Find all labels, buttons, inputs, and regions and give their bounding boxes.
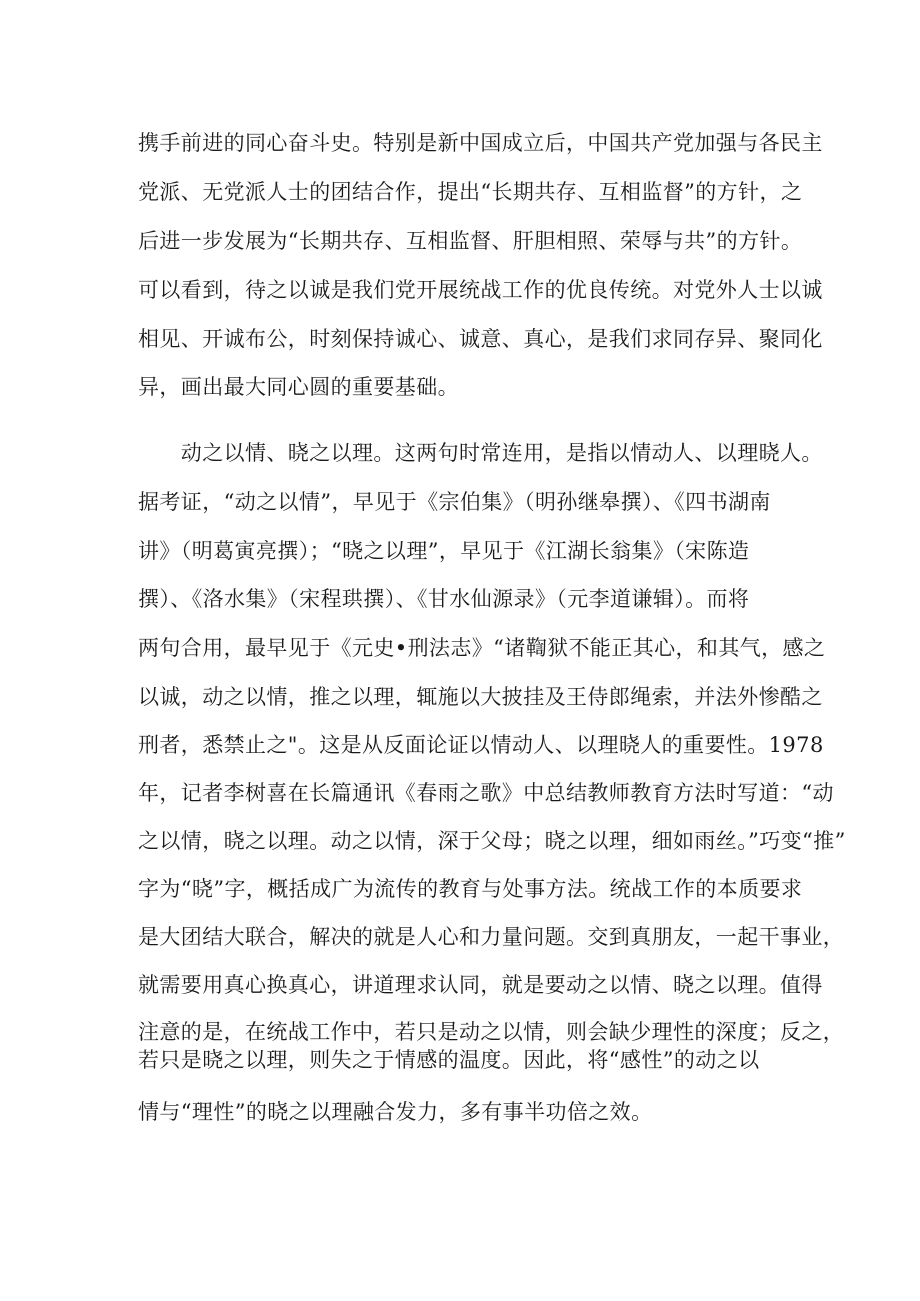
text-line: 就需要用真心换真心，讲道理求认同，就是要动之以情、晓之以理。值得 xyxy=(138,973,823,997)
text-line: 后进一步发展为“长期共存、互相监督、肝胆相照、荣辱与共”的方针。 xyxy=(138,229,803,253)
text-line: 情与“理性”的晓之以理融合发力，多有事半功倍之效。 xyxy=(138,1100,653,1124)
text-line: 以诚，动之以情，推之以理，辄施以大披挂及王侍郎绳索，并法外惨酷之 xyxy=(138,685,823,709)
text-line: 注意的是，在统战工作中，若只是动之以情，则会缺少理性的深度；反之， xyxy=(138,1020,845,1044)
text-line: 据考证，“动之以情”，早见于《宗伯集》（明孙继皋撰）、《四书湖南 xyxy=(138,490,771,514)
text-line: 动之以情、晓之以理。这两句时常连用，是指以情动人、以理晓人。 xyxy=(138,441,823,465)
text-line: 年，记者李树喜在长篇通讯《春雨之歌》中总结教师教育方法时写道：“动 xyxy=(138,781,834,805)
text-line: 异，画出最大同心圆的重要基础。 xyxy=(138,375,459,399)
text-line: 字为“晓”字，概括成广为流传的教育与处事方法。统战工作的本质要求 xyxy=(138,877,803,901)
text-line: 之以情，晓之以理。动之以情，深于父母；晓之以理，细如雨丝。”巧变“推” xyxy=(138,829,846,853)
text-line: 携手前进的同心奋斗史。特别是新中国成立后，中国共产党加强与各民主 xyxy=(138,131,823,155)
text-line: 两句合用，最早见于《元史•刑法志》“诸鞫狱不能正其心，和其气，感之 xyxy=(138,636,826,660)
text-line: 撰）、《洛水集》（宋程珙撰）、《甘水仙源录》（元李道谦辑）。而将 xyxy=(138,587,750,611)
text-line: 若只是晓之以理，则失之于情感的温度。因此，将“感性”的动之以 xyxy=(138,1048,760,1072)
text-line: 可以看到，待之以诚是我们党开展统战工作的优良传统。对党外人士以诚 xyxy=(138,278,823,302)
text-line: 讲》（明葛寅亮撰）；“晓之以理”，早见于《江湖长翁集》（宋陈造 xyxy=(138,539,750,563)
text-line: 相见、开诚布公，时刻保持诚心、诚意、真心，是我们求同存异、聚同化 xyxy=(138,327,823,351)
text-line: 党派、无党派人士的团结合作，提出“长期共存、互相监督”的方针，之 xyxy=(138,180,803,204)
text-line: 刑者，悉禁止之"。这是从反面论证以情动人、以理晓人的重要性。1978 xyxy=(138,733,824,757)
text-line: 是大团结大联合，解决的就是人心和力量问题。交到真朋友，一起干事业， xyxy=(138,925,845,949)
